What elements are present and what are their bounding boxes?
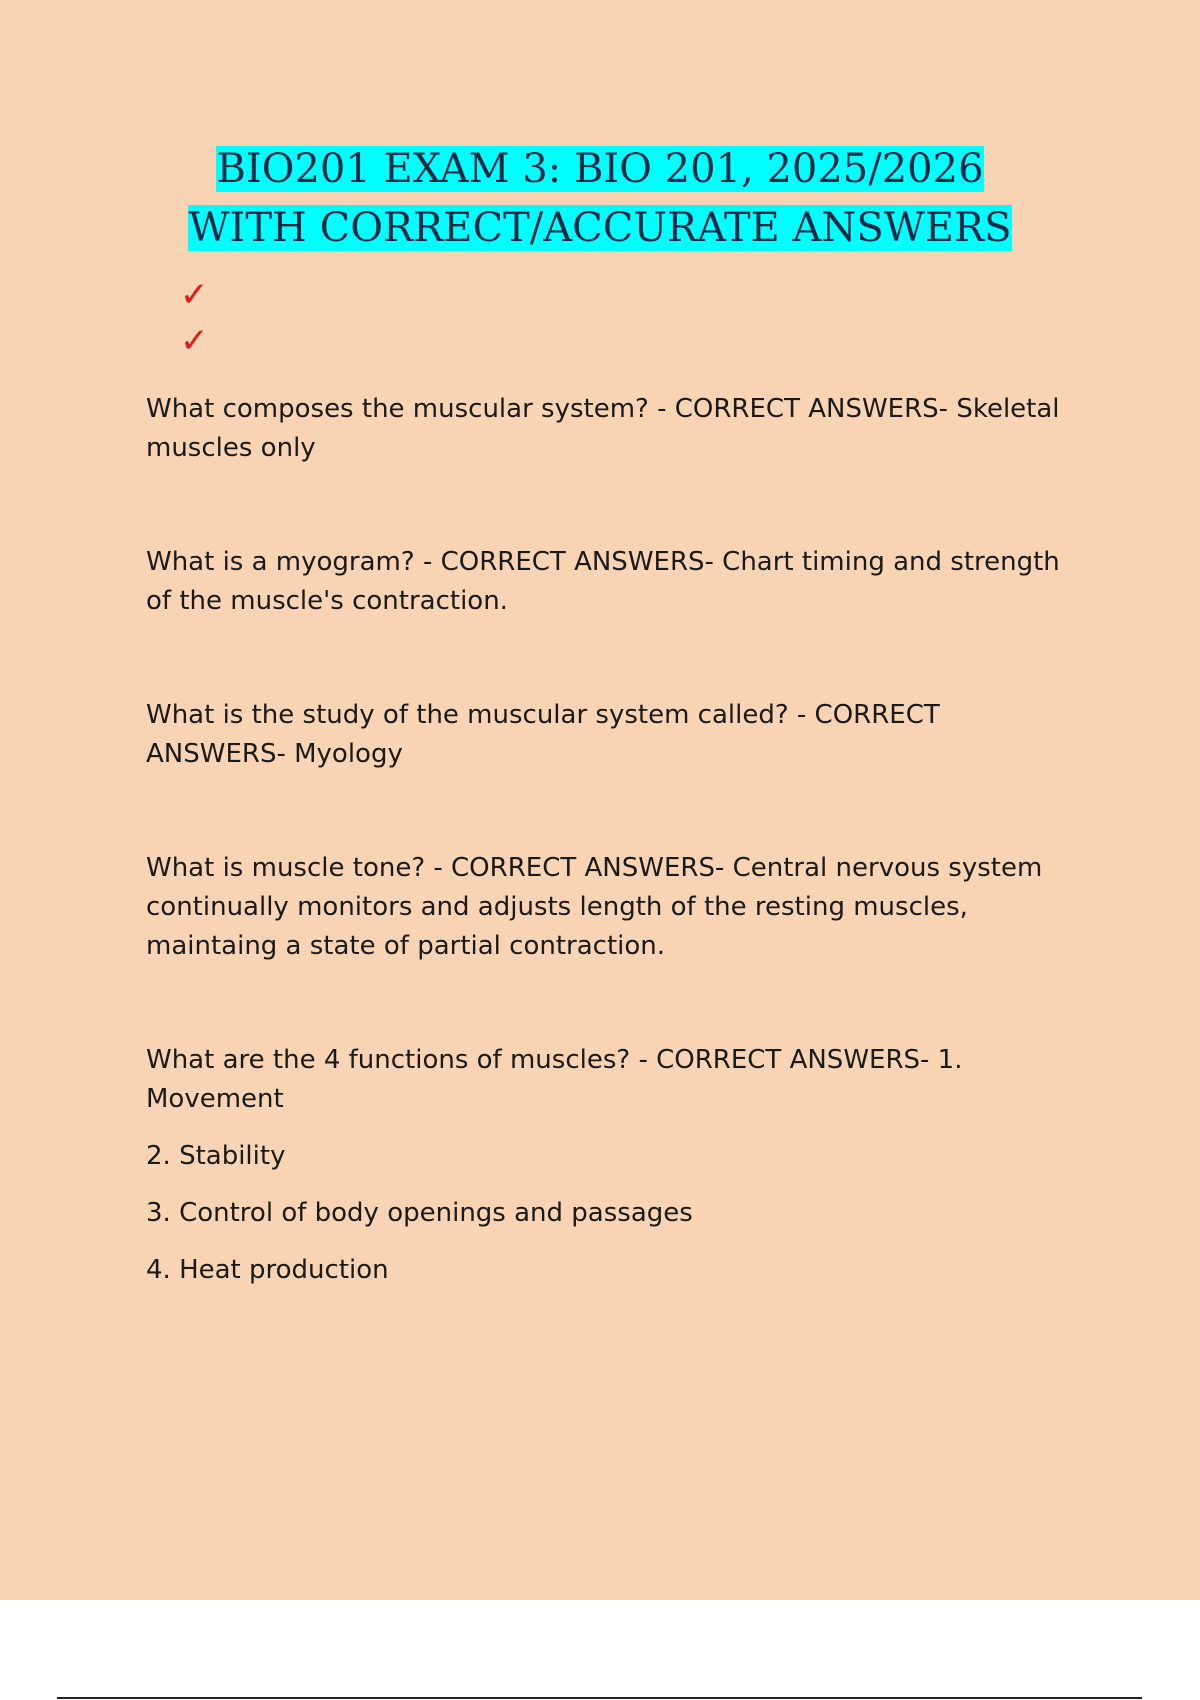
qa-list [146,390,1066,1290]
check-mark-icon: ✓ [180,321,209,361]
qa-item-functions [146,1041,1066,1290]
function-list-item: 2. Stability [146,1141,286,1171]
document-title [100,140,1100,258]
function-list-item: 4. Heat production [146,1255,389,1285]
qa-item: What is muscle tone? - CORRECT ANSWERS- Central nervous system continually monitors and adjusts length of the resting muscles, maintaing a state of partial contraction. [146,853,1043,961]
footer-divider [57,1697,1142,1699]
function-list-item: 3. Control of body openings and passages [146,1198,693,1228]
check-mark-icon: ✓ [180,275,209,315]
qa-item: What is the study of the muscular system called? - CORRECT ANSWERS- Myology [146,700,940,769]
title-line-2: WITH CORRECT/ACCURATE ANSWERS [188,205,1012,251]
qa-item: What is a myogram? - CORRECT ANSWERS- Chart timing and strength of the muscle's contraction. [146,547,1060,616]
qa-item: What composes the muscular system? - CORRECT ANSWERS- Skeletal muscles only [146,394,1060,463]
qa-item: What are the 4 functions of muscles? - CORRECT ANSWERS- 1. Movement [146,1045,963,1114]
title-line-1: BIO201 EXAM 3: BIO 201, 2025/2026 [216,146,984,192]
check-mark-group [180,272,209,364]
